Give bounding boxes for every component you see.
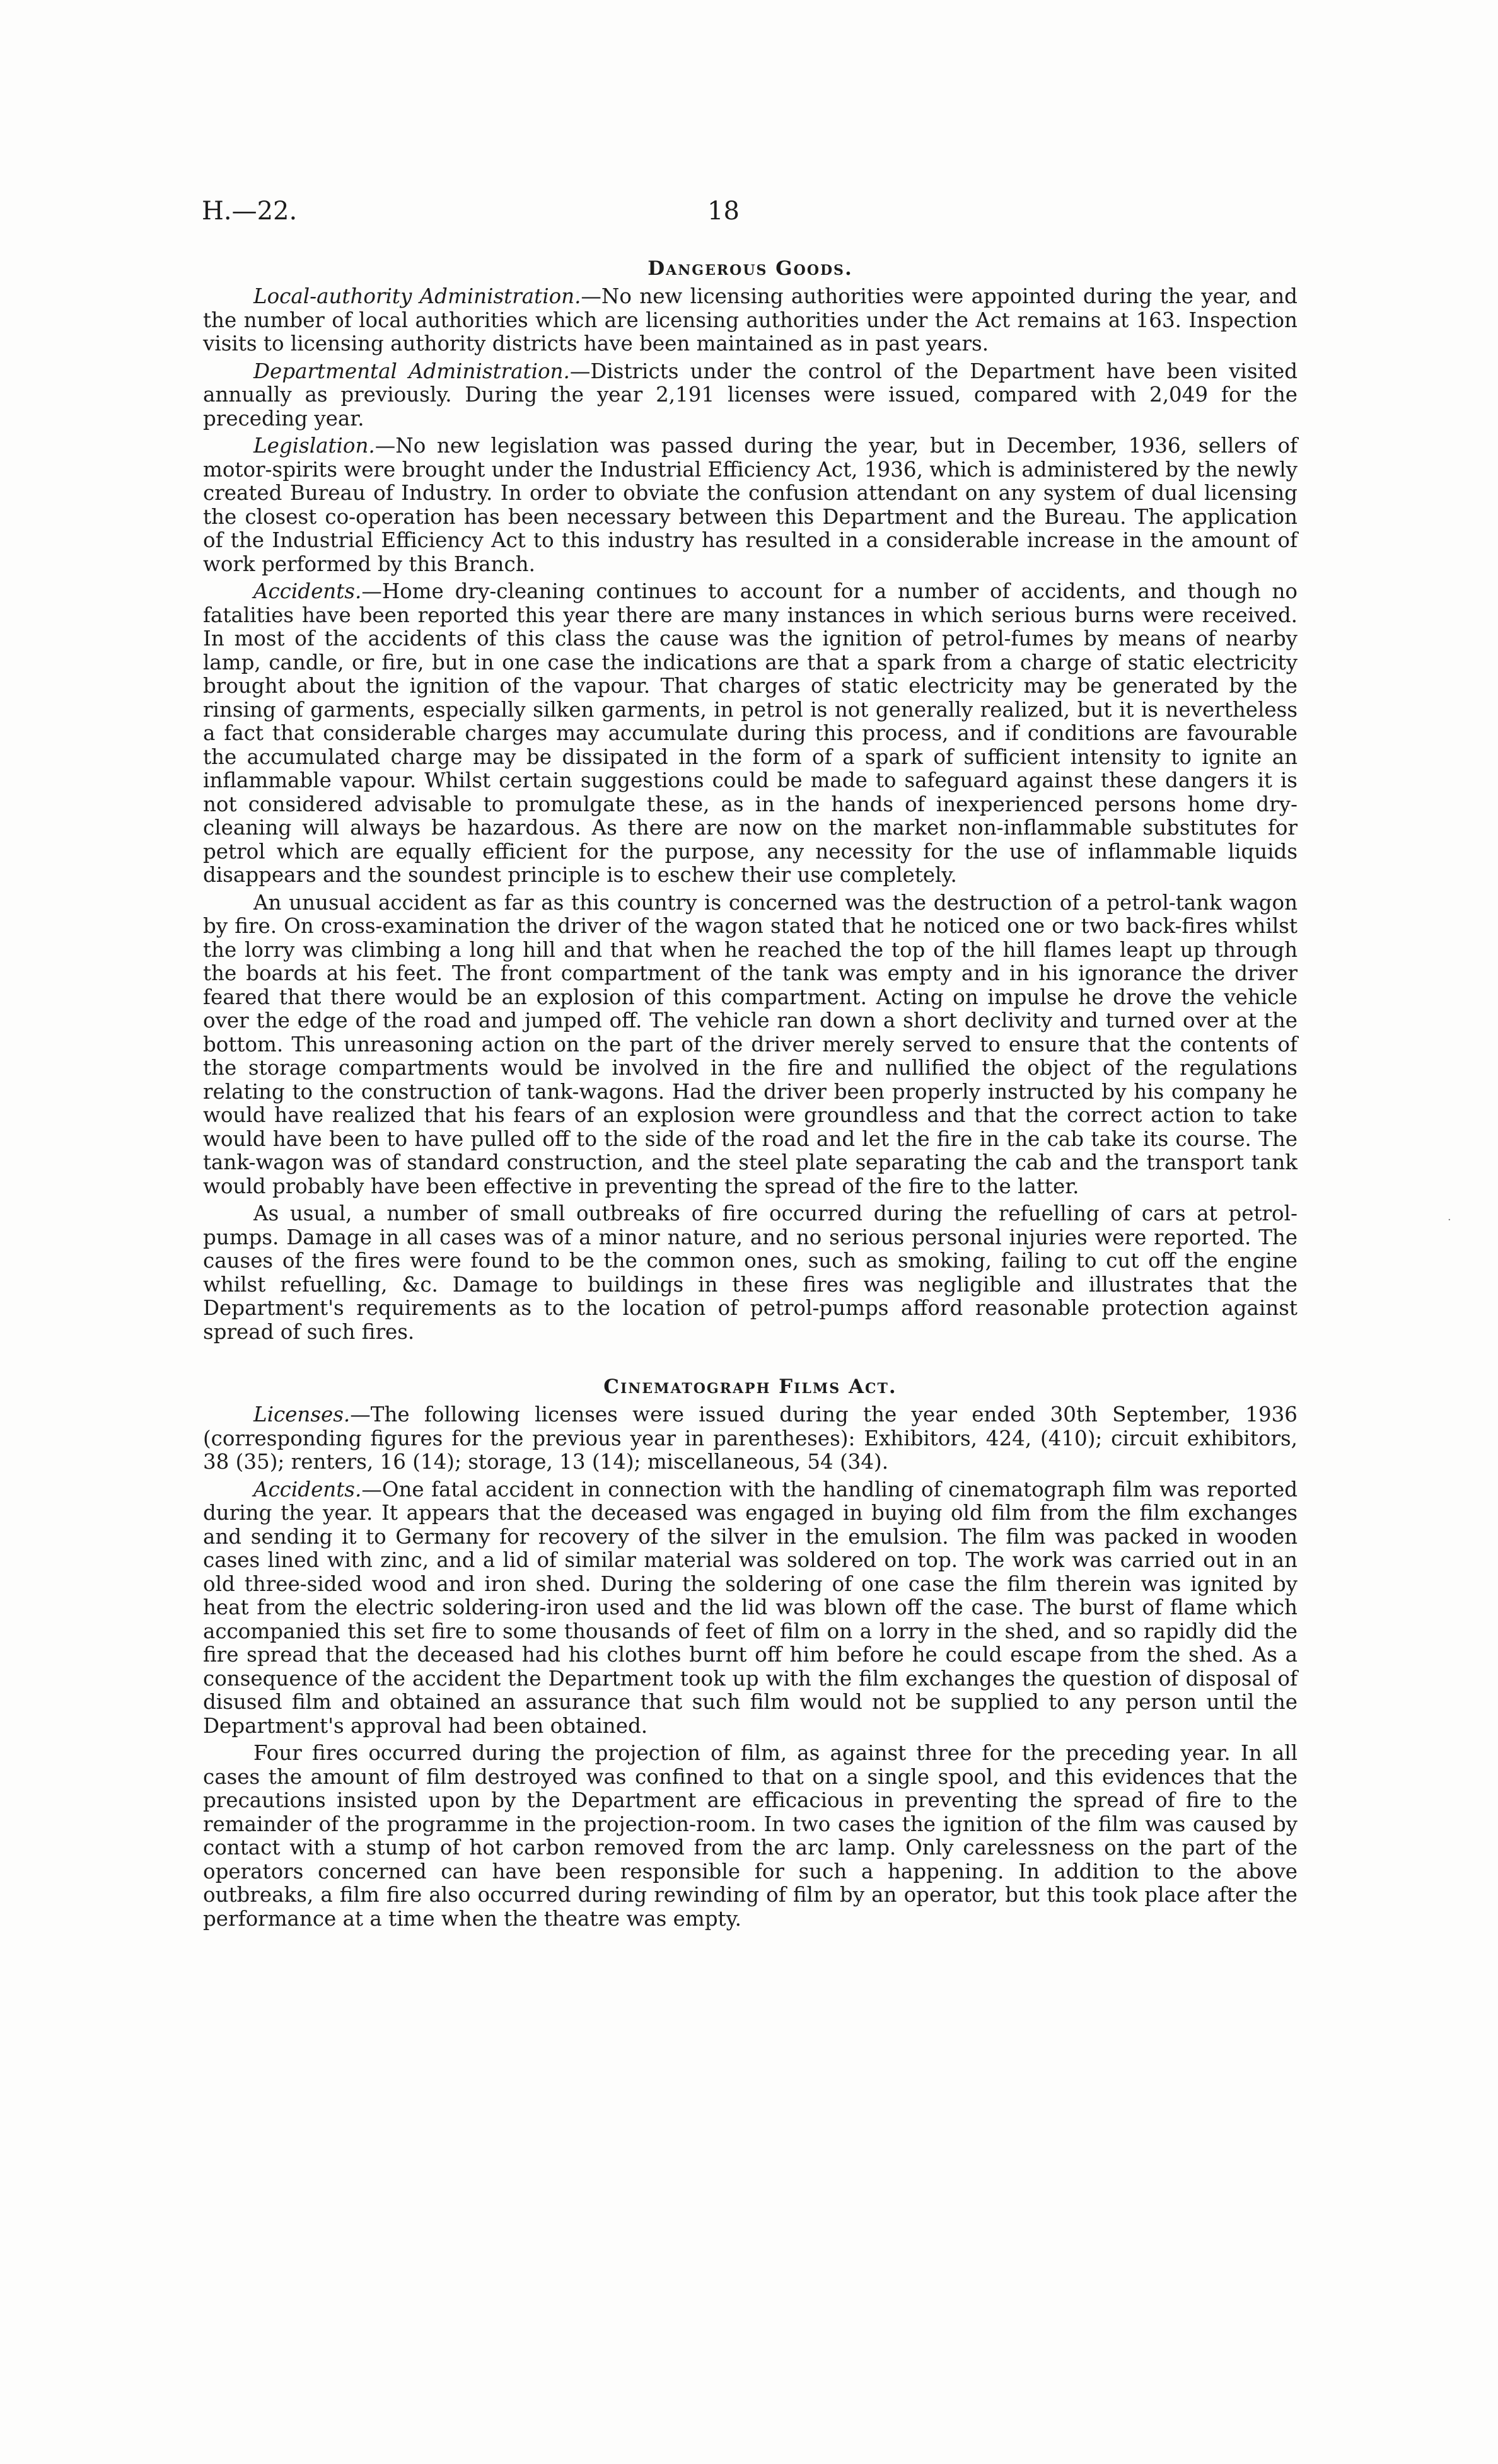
scan-artifact-mark: · [1448,1213,1451,1227]
paragraph [203,1742,1298,1931]
paragraph-lead: Departmental Administration. [253,359,570,383]
section-cinematograph-films-act [203,1375,1298,1931]
paragraph-lead: Local-authority Administration. [253,284,581,308]
paragraph-lead: Licenses. [253,1403,351,1426]
paragraph-lead: Accidents. [253,579,362,603]
paragraph-lead: Accidents. [253,1477,362,1501]
paragraph [203,580,1298,888]
paragraph-text: An unusual accident as far as this country is concerned was the destruction of a petrol-tank wagon by fire. On cross-examination the driver of the wagon stated that he noticed one or two back-fires whilst the lorry was climbing a long hill and that when he reached the top of the hill flames leapt up through the boards at his feet. The front compartment of the tank was empty and in his ignorance the driver feared that there would be an explosion of this compartment. Acting on impulse he drove the vehicle over the edge of the road and jumped off. The vehicle ran down a short declivity and turned over at the bottom. This unreasoning action on the part of the driver merely served to ensure that the contents of the storage compartments would be involved in the fire and nullified the object of the regulations relating to the construction of tank-wagons. Had the driver been properly instructed by his company he would have realized that his fears of an explosion were groundless and that the correct action to take would have been to have pulled off to the side of the road and let the fire in the cab take its course. The tank-wagon was of standard construction, and the steel plate separating the cab and the transport tank would probably have been effective in preventing the spread of the fire to the latter. [203,890,1298,1198]
paragraph [203,434,1298,576]
paragraph [203,1202,1298,1344]
paragraph-text: —No new licensing authorities were appointed during the year, and the number of local authorities which are licensing authorities under the Act remains at 163. Inspection visits to licensing authority districts have been maintained as in past years. [203,284,1298,356]
paragraph [203,1478,1298,1738]
section-dangerous-goods [203,257,1298,1344]
paragraph [203,891,1298,1199]
section-spacer [203,1344,1298,1375]
page-body [203,257,1298,1931]
paragraph-text: —Districts under the control of the Department have been visited annually as previously. During the year 2,191 licenses were issued, compared with 2,049 for the preceding year. [203,359,1298,431]
paragraph [203,285,1298,356]
page-header [202,197,1318,234]
paragraph-text: —Home dry-cleaning continues to account for a number of accidents, and though no fatalities have been reported this year there are many instances in which serious burns were received. In most of the accidents of this class the cause was the ignition of petrol-fumes by means of nearby lamp, candle, or fire, but in one case the indications are that a spark from a charge of static electricity brought about the ignition of the vapour. That charges of static electricity may be generated by the rinsing of garments, especially silken garments, in petrol is not generally realized, but it is nevertheless a fact that considerable charges may accumulate during this process, and if conditions are favourable the accumulated charge may be dissipated in the form of a spark of sufficient intensity to ignite an inflammable vapour. Whilst certain suggestions could be made to safeguard against these dangers it is not considered advisable to promulgate these, as in the hands of inexperienced persons home dry-cleaning will always be hazardous. As there are now on the market non-inflammable substitutes for petrol which are equally efficient for the purpose, any necessity for the use of inflammable liquids disappears and the soundest principle is to eschew their use completely. [203,579,1298,887]
section-heading: Dangerous Goods. [647,257,853,280]
document-code: H.—22. [202,197,298,226]
paragraph [203,360,1298,431]
section-heading: Cinematograph Films Act. [603,1375,897,1398]
paragraph-text: —No new legislation was passed during the year, but in December, 1936, sellers of motor-spirits were brought under the Industrial Efficiency Act, 1936, which is administered by the newly created Bureau of Industry. In order to obviate the confusion attendant on any system of dual licensing the closest co-operation has been necessary between this Department and the Bureau. The application of the Industrial Efficiency Act to this industry has resulted in a considerable increase in the amount of work performed by this Branch. [203,434,1298,576]
paragraph-text: As usual, a number of small outbreaks of fire occurred during the refuelling of cars at petrol-pumps. Damage in all cases was of a minor nature, and no serious personal injuries were reported. The causes of the fires were found to be the common ones, such as smoking, failing to cut off the engine whilst refuelling, &c. Damage to buildings in these fires was negligible and illustrates that the Department's requirements as to the location of petrol-pumps afford reasonable protection against spread of such fires. [203,1201,1298,1344]
paragraph-text: Four fires occurred during the projection of film, as against three for the preceding year. In all cases the amount of film destroyed was confined to that on a single spool, and this evidences that the precautions insisted upon by the Department are efficacious in preventing the spread of fire to the remainder of the programme in the projection-room. In two cases the ignition of the film was caused by contact with a stump of hot carbon removed from the arc lamp. Only carelessness on the part of the operators concerned can have been responsible for such a happening. In addition to the above outbreaks, a film fire also occurred during rewinding of film by an operator, but this took place after the performance at a time when the theatre was empty. [203,1741,1298,1931]
paragraph-text: —The following licenses were issued during the year ended 30th September, 1936 (corresponding figures for the previous year in parentheses): Exhibitors, 424, (410); circuit exhibitors, 38 (35); renters, 16 (14); storage, 13 (14); miscellaneous, 54 (34). [203,1403,1298,1474]
paragraph [203,1403,1298,1474]
paragraph-text: —One fatal accident in connection with the handling of cinematograph film was reported during the year. It appears that the deceased was engaged in buying old film from the film exchanges and sending it to Germany for recovery of the silver in the emulsion. The film was packed in wooden cases lined with zinc, and a lid of similar material was soldered on top. The work was carried out in an old three-sided wood and iron shed. During the soldering of one case the film therein was ignited by heat from the electric soldering-iron used and the lid was blown off the case. The burst of flame which accompanied this set fire to some thousands of feet of film on a lorry in the shed, and so rapidly did the fire spread that the deceased had his clothes burnt off him before he could escape from the shed. As a consequence of the accident the Department took up with the film exchanges the question of disposal of disused film and obtained an assurance that such film would not be supplied to any person until the Department's approval had been obtained. [203,1477,1298,1738]
page-number: 18 [707,197,740,226]
paragraph-lead: Legislation. [253,434,375,458]
